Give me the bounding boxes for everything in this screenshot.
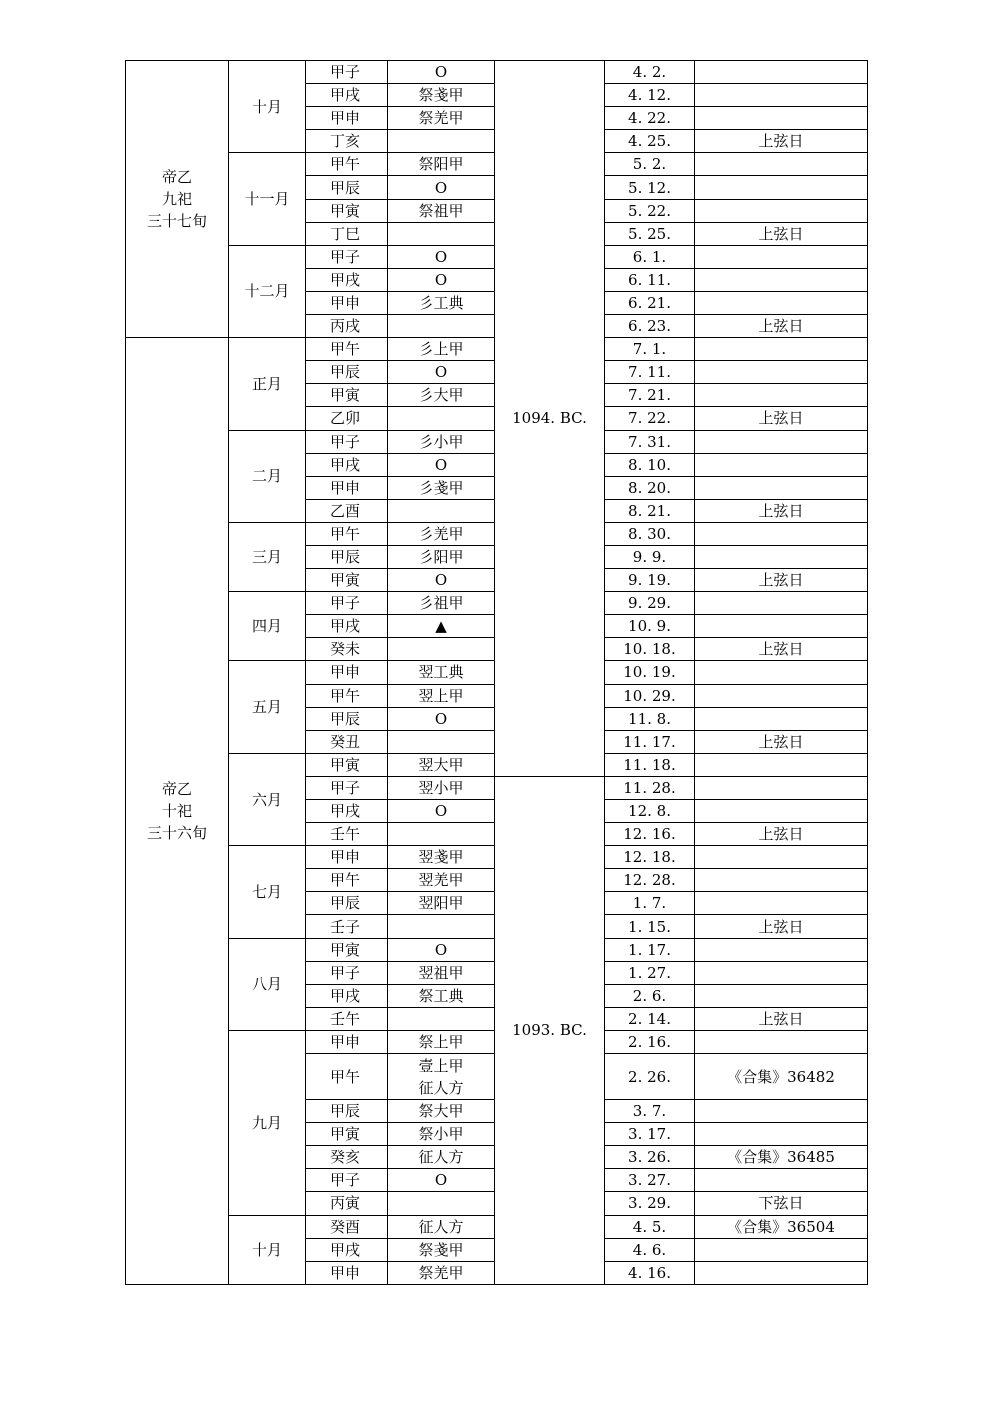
lunar-note	[695, 684, 868, 707]
julian-date: 5. 25.	[605, 222, 695, 245]
julian-date: 4. 6.	[605, 1238, 695, 1261]
julian-date: 7. 31.	[605, 430, 695, 453]
ganzhi-day: 甲子	[306, 961, 388, 984]
ganzhi-day: 甲子	[306, 776, 388, 799]
lunar-note	[695, 338, 868, 361]
sacrifice-event	[388, 222, 495, 245]
sacrifice-event: 翌祖甲	[388, 961, 495, 984]
lunar-note	[695, 476, 868, 499]
ganzhi-day: 壬午	[306, 823, 388, 846]
sacrifice-event: 征人方	[388, 1215, 495, 1238]
ganzhi-day: 乙卯	[306, 407, 388, 430]
month-label: 四月	[229, 592, 306, 661]
lunar-note: 下弦日	[695, 1192, 868, 1215]
ganzhi-day: 甲寅	[306, 938, 388, 961]
sacrifice-event	[388, 823, 495, 846]
ganzhi-day: 丁巳	[306, 222, 388, 245]
lunar-note	[695, 615, 868, 638]
ganzhi-day: 甲辰	[306, 1100, 388, 1123]
lunar-note	[695, 453, 868, 476]
sacrifice-event: ▲	[388, 615, 495, 638]
julian-date: 3. 26.	[605, 1146, 695, 1169]
sacrifice-event: 翌大甲	[388, 753, 495, 776]
lunar-note	[695, 707, 868, 730]
year-bc-cell: 1093. BC.	[495, 776, 605, 1284]
reign-line: 帝乙	[161, 779, 192, 798]
lunar-note	[695, 1030, 868, 1053]
lunar-note: 上弦日	[695, 823, 868, 846]
ganzhi-day: 甲辰	[306, 361, 388, 384]
lunar-note	[695, 1123, 868, 1146]
sacrifice-event: 彡阳甲	[388, 545, 495, 568]
julian-date: 11. 28.	[605, 776, 695, 799]
ganzhi-day: 甲辰	[306, 176, 388, 199]
ganzhi-day: 癸丑	[306, 730, 388, 753]
sacrifice-event: O	[388, 268, 495, 291]
julian-date: 3. 7.	[605, 1100, 695, 1123]
ganzhi-day: 丁亥	[306, 130, 388, 153]
lunar-note	[695, 430, 868, 453]
lunar-note: 上弦日	[695, 130, 868, 153]
sacrifice-event: 彡大甲	[388, 384, 495, 407]
julian-date: 4. 22.	[605, 107, 695, 130]
sacrifice-event	[388, 1192, 495, 1215]
sacrifice-event: 祭羌甲	[388, 1261, 495, 1284]
julian-date: 8. 10.	[605, 453, 695, 476]
lunar-note: 上弦日	[695, 730, 868, 753]
lunar-note: 上弦日	[695, 315, 868, 338]
ganzhi-day: 甲申	[306, 107, 388, 130]
lunar-note	[695, 545, 868, 568]
lunar-note: 上弦日	[695, 222, 868, 245]
month-label: 七月	[229, 846, 306, 938]
table-row	[126, 61, 868, 84]
sacrifice-event: 彡戔甲	[388, 476, 495, 499]
year-bc-cell: 1094. BC.	[495, 61, 605, 777]
julian-date: 6. 23.	[605, 315, 695, 338]
reign-line: 三十七旬	[146, 212, 207, 231]
lunar-note	[695, 1169, 868, 1192]
julian-date: 4. 25.	[605, 130, 695, 153]
julian-date: 10. 18.	[605, 638, 695, 661]
lunar-note	[695, 245, 868, 268]
ganzhi-day: 甲辰	[306, 545, 388, 568]
lunar-note: 上弦日	[695, 638, 868, 661]
ganzhi-day: 癸亥	[306, 1146, 388, 1169]
julian-date: 10. 29.	[605, 684, 695, 707]
sacrifice-event	[388, 915, 495, 938]
ganzhi-day: 甲申	[306, 291, 388, 314]
lunar-note: 《合集》36504	[695, 1215, 868, 1238]
calendar-body	[126, 61, 868, 1285]
ganzhi-day: 甲午	[306, 522, 388, 545]
sacrifice-event: 翌工典	[388, 661, 495, 684]
lunar-note	[695, 592, 868, 615]
sacrifice-event: 祭大甲	[388, 1100, 495, 1123]
sacrifice-event: 祭戔甲	[388, 1238, 495, 1261]
julian-date: 7. 11.	[605, 361, 695, 384]
month-label: 十月	[229, 61, 306, 153]
month-label: 三月	[229, 522, 306, 591]
sacrifice-event: 祭阳甲	[388, 153, 495, 176]
sacrifice-calendar-table	[125, 60, 868, 1285]
julian-date: 4. 12.	[605, 84, 695, 107]
lunar-note	[695, 800, 868, 823]
ganzhi-day: 甲寅	[306, 199, 388, 222]
julian-date: 10. 19.	[605, 661, 695, 684]
sacrifice-event	[388, 730, 495, 753]
ganzhi-day: 甲午	[306, 153, 388, 176]
sacrifice-event: 翌戔甲	[388, 846, 495, 869]
julian-date: 2. 14.	[605, 1007, 695, 1030]
lunar-note: 《合集》36482	[695, 1054, 868, 1100]
sacrifice-event: 征人方	[388, 1146, 495, 1169]
ganzhi-day: 甲戌	[306, 1238, 388, 1261]
julian-date: 7. 22.	[605, 407, 695, 430]
julian-date: 4. 2.	[605, 61, 695, 84]
julian-date: 3. 29.	[605, 1192, 695, 1215]
julian-date: 4. 5.	[605, 1215, 695, 1238]
month-label: 正月	[229, 338, 306, 430]
julian-date: 4. 16.	[605, 1261, 695, 1284]
julian-date: 1. 27.	[605, 961, 695, 984]
lunar-note	[695, 107, 868, 130]
julian-date: 11. 18.	[605, 753, 695, 776]
sacrifice-event: 彡祖甲	[388, 592, 495, 615]
ganzhi-day: 甲辰	[306, 707, 388, 730]
sacrifice-event: 祭小甲	[388, 1123, 495, 1146]
lunar-note: 上弦日	[695, 499, 868, 522]
sacrifice-event: 祭戔甲	[388, 84, 495, 107]
ganzhi-day: 甲戌	[306, 84, 388, 107]
ganzhi-day: 甲戌	[306, 615, 388, 638]
sacrifice-event: O	[388, 938, 495, 961]
month-label: 五月	[229, 661, 306, 753]
lunar-note	[695, 661, 868, 684]
ganzhi-day: 乙酉	[306, 499, 388, 522]
sacrifice-event: 翌小甲	[388, 776, 495, 799]
sacrifice-event: 彡小甲	[388, 430, 495, 453]
ganzhi-day: 甲辰	[306, 892, 388, 915]
ganzhi-day: 甲申	[306, 476, 388, 499]
reign-cell	[126, 338, 229, 1285]
julian-date: 10. 9.	[605, 615, 695, 638]
month-label: 九月	[229, 1030, 306, 1215]
sacrifice-event-line: 征人方	[418, 1078, 464, 1097]
lunar-note	[695, 1238, 868, 1261]
julian-date: 1. 15.	[605, 915, 695, 938]
ganzhi-day: 甲子	[306, 430, 388, 453]
lunar-note	[695, 153, 868, 176]
lunar-note	[695, 869, 868, 892]
reign-line: 十祀	[161, 801, 192, 820]
lunar-note	[695, 776, 868, 799]
sacrifice-event: O	[388, 361, 495, 384]
reign-line: 三十六旬	[146, 823, 207, 842]
lunar-note	[695, 61, 868, 84]
sacrifice-event: O	[388, 245, 495, 268]
julian-date: 7. 1.	[605, 338, 695, 361]
ganzhi-day: 癸酉	[306, 1215, 388, 1238]
julian-date: 12. 28.	[605, 869, 695, 892]
lunar-note	[695, 846, 868, 869]
sacrifice-event	[388, 1007, 495, 1030]
lunar-note	[695, 291, 868, 314]
lunar-note	[695, 1100, 868, 1123]
sacrifice-event: O	[388, 176, 495, 199]
sacrifice-event: O	[388, 1169, 495, 1192]
lunar-note	[695, 361, 868, 384]
julian-date: 11. 17.	[605, 730, 695, 753]
sacrifice-event: 祭祖甲	[388, 199, 495, 222]
julian-date: 1. 7.	[605, 892, 695, 915]
ganzhi-day: 甲午	[306, 1054, 388, 1100]
ganzhi-day: 甲申	[306, 1261, 388, 1284]
ganzhi-day: 甲子	[306, 245, 388, 268]
ganzhi-day: 甲寅	[306, 753, 388, 776]
ganzhi-day: 甲申	[306, 661, 388, 684]
sacrifice-event-line: 壹上甲	[418, 1056, 464, 1075]
month-label: 二月	[229, 430, 306, 522]
sacrifice-event: O	[388, 569, 495, 592]
reign-cell	[126, 61, 229, 338]
sacrifice-event	[388, 638, 495, 661]
lunar-note	[695, 176, 868, 199]
ganzhi-day: 甲子	[306, 592, 388, 615]
julian-date: 9. 9.	[605, 545, 695, 568]
ganzhi-day: 壬子	[306, 915, 388, 938]
julian-date: 2. 26.	[605, 1054, 695, 1100]
lunar-note: 上弦日	[695, 1007, 868, 1030]
ganzhi-day: 丙寅	[306, 1192, 388, 1215]
lunar-note: 上弦日	[695, 915, 868, 938]
lunar-note	[695, 753, 868, 776]
julian-date: 3. 17.	[605, 1123, 695, 1146]
sacrifice-event: 祭羌甲	[388, 107, 495, 130]
lunar-note	[695, 199, 868, 222]
ganzhi-day: 壬午	[306, 1007, 388, 1030]
sacrifice-event: 翌羌甲	[388, 869, 495, 892]
ganzhi-day: 甲戌	[306, 268, 388, 291]
julian-date: 5. 2.	[605, 153, 695, 176]
lunar-note: 上弦日	[695, 569, 868, 592]
month-label: 十一月	[229, 153, 306, 245]
ganzhi-day: 甲午	[306, 338, 388, 361]
lunar-note: 上弦日	[695, 407, 868, 430]
ganzhi-day: 甲寅	[306, 384, 388, 407]
ganzhi-day: 甲子	[306, 61, 388, 84]
sacrifice-event	[388, 1054, 495, 1100]
julian-date: 1. 17.	[605, 938, 695, 961]
month-label: 十月	[229, 1215, 306, 1284]
julian-date: 6. 1.	[605, 245, 695, 268]
julian-date: 11. 8.	[605, 707, 695, 730]
lunar-note: 《合集》36485	[695, 1146, 868, 1169]
sacrifice-event: O	[388, 61, 495, 84]
sacrifice-event: 彡羌甲	[388, 522, 495, 545]
reign-line: 九祀	[161, 190, 192, 209]
sacrifice-event: 彡工典	[388, 291, 495, 314]
julian-date: 8. 30.	[605, 522, 695, 545]
julian-date: 3. 27.	[605, 1169, 695, 1192]
ganzhi-day: 甲戌	[306, 453, 388, 476]
sacrifice-event: O	[388, 453, 495, 476]
julian-date: 9. 29.	[605, 592, 695, 615]
sacrifice-event: O	[388, 800, 495, 823]
julian-date: 2. 16.	[605, 1030, 695, 1053]
julian-date: 12. 18.	[605, 846, 695, 869]
julian-date: 5. 22.	[605, 199, 695, 222]
julian-date: 7. 21.	[605, 384, 695, 407]
julian-date: 8. 21.	[605, 499, 695, 522]
sacrifice-event	[388, 499, 495, 522]
julian-date: 12. 16.	[605, 823, 695, 846]
sacrifice-event	[388, 407, 495, 430]
ganzhi-day: 甲寅	[306, 569, 388, 592]
month-label: 六月	[229, 753, 306, 845]
lunar-note	[695, 84, 868, 107]
ganzhi-day: 甲午	[306, 869, 388, 892]
lunar-note	[695, 961, 868, 984]
sacrifice-event: 翌阳甲	[388, 892, 495, 915]
ganzhi-day: 甲申	[306, 1030, 388, 1053]
lunar-note	[695, 984, 868, 1007]
lunar-note	[695, 384, 868, 407]
sacrifice-event: 祭工典	[388, 984, 495, 1007]
ganzhi-day: 甲戌	[306, 800, 388, 823]
julian-date: 5. 12.	[605, 176, 695, 199]
sacrifice-event: 祭上甲	[388, 1030, 495, 1053]
sacrifice-event: 翌上甲	[388, 684, 495, 707]
lunar-note	[695, 938, 868, 961]
ganzhi-day: 丙戌	[306, 315, 388, 338]
sacrifice-event: 彡上甲	[388, 338, 495, 361]
julian-date: 2. 6.	[605, 984, 695, 1007]
reign-line: 帝乙	[161, 168, 192, 187]
ganzhi-day: 甲戌	[306, 984, 388, 1007]
julian-date: 12. 8.	[605, 800, 695, 823]
month-label: 十二月	[229, 245, 306, 337]
lunar-note	[695, 268, 868, 291]
ganzhi-day: 甲寅	[306, 1123, 388, 1146]
sacrifice-event	[388, 130, 495, 153]
ganzhi-day: 甲申	[306, 846, 388, 869]
sacrifice-event	[388, 315, 495, 338]
lunar-note	[695, 522, 868, 545]
ganzhi-day: 甲午	[306, 684, 388, 707]
month-label: 八月	[229, 938, 306, 1030]
sacrifice-event: O	[388, 707, 495, 730]
julian-date: 6. 21.	[605, 291, 695, 314]
ganzhi-day: 癸未	[306, 638, 388, 661]
lunar-note	[695, 892, 868, 915]
julian-date: 8. 20.	[605, 476, 695, 499]
lunar-note	[695, 1261, 868, 1284]
julian-date: 6. 11.	[605, 268, 695, 291]
ganzhi-day: 甲子	[306, 1169, 388, 1192]
julian-date: 9. 19.	[605, 569, 695, 592]
